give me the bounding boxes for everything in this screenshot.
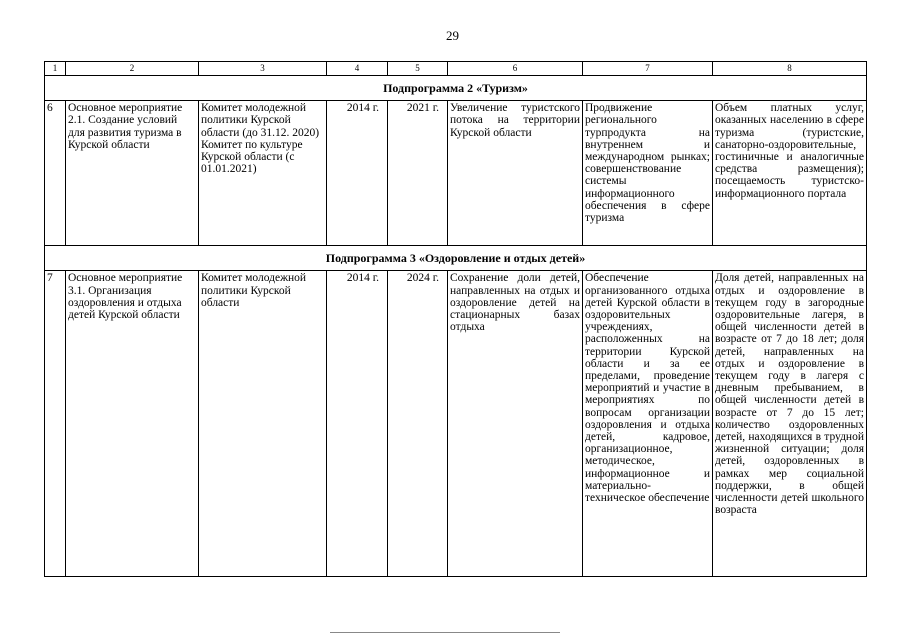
- column-number-row: [45, 62, 867, 76]
- result-cell: Увеличение туристского потока на территории Курской области: [448, 101, 583, 246]
- column-number: 7: [583, 62, 713, 76]
- end-year-cell: 2024 г.: [388, 271, 448, 577]
- end-year-cell: 2021 г.: [388, 101, 448, 246]
- row-number: 7: [45, 271, 66, 577]
- subprogram-title: Подпрограмма 3 «Оздоровление и отдых детей»: [45, 246, 867, 271]
- executor-cell: Комитет молодежной политики Курской области: [199, 271, 327, 577]
- subprogram-heading-row: [45, 246, 867, 271]
- activity-cell: Основное мероприятие 2.1. Создание условий для развития туризма в Курской области: [66, 101, 199, 246]
- indicators-cell: Доля детей, направленных на отдых и оздоровление в текущем году в загородные оздоровительные лагеря, в общей численности детей в возрасте от 7 до 18 лет; доля детей, направленных на отдых и оздоровление в текущем году в лагеря с дневным пребыванием, в общей численности детей в возрасте от 7 до 15 лет; количество оздоровленных детей, находящихся в трудной жизненной ситуации; доля детей, оздоровленных в рамках мер социальной поддержки, в общей численности детей школьного возраста: [713, 271, 867, 577]
- start-year-cell: 2014 г.: [327, 271, 388, 577]
- column-number: 1: [45, 62, 66, 76]
- bottom-divider: [330, 632, 560, 633]
- executor-cell: Комитет молодежной политики Курской области (до 31.12. 2020) Комитет по культуре Курской области (с 01.01.2021): [199, 101, 327, 246]
- table-row: [45, 271, 867, 577]
- column-number: 8: [713, 62, 867, 76]
- start-year-cell: 2014 г.: [327, 101, 388, 246]
- page-number: 29: [446, 28, 459, 43]
- subprogram-title: Подпрограмма 2 «Туризм»: [45, 76, 867, 101]
- indicators-cell: Объем платных услуг, оказанных населению в сфере туризма (туристские, санаторно-оздоровительные, гостиничные и аналогичные средства размещения); посещаемость туристско-информационного портала: [713, 101, 867, 246]
- directions-cell: Продвижение регионального турпродукта на внутреннем и международном рынках; совершенствование системы информационного обеспечения в сфере туризма: [583, 101, 713, 246]
- column-number: 5: [388, 62, 448, 76]
- subprogram-heading-row: [45, 76, 867, 101]
- column-number: 3: [199, 62, 327, 76]
- column-number: 4: [327, 62, 388, 76]
- column-number: 2: [66, 62, 199, 76]
- column-number: 6: [448, 62, 583, 76]
- activity-cell: Основное мероприятие 3.1. Организация оздоровления и отдыха детей Курской области: [66, 271, 199, 577]
- table-row: [45, 101, 867, 246]
- program-table: [44, 61, 867, 577]
- row-number: 6: [45, 101, 66, 246]
- directions-cell: Обеспечение организованного отдыха детей Курской области в оздоровительных учреждениях, расположенных на территории Курской области и за ее пределами, проведение мероприятий и участие в мероприятиях по вопросам организации оздоровления и отдыха детей, кадровое, организационное, методическое, информационное и материально-техническое обеспечение: [583, 271, 713, 577]
- result-cell: Сохранение доли детей, направленных на отдых и оздоровление детей на стационарных базах отдыха: [448, 271, 583, 577]
